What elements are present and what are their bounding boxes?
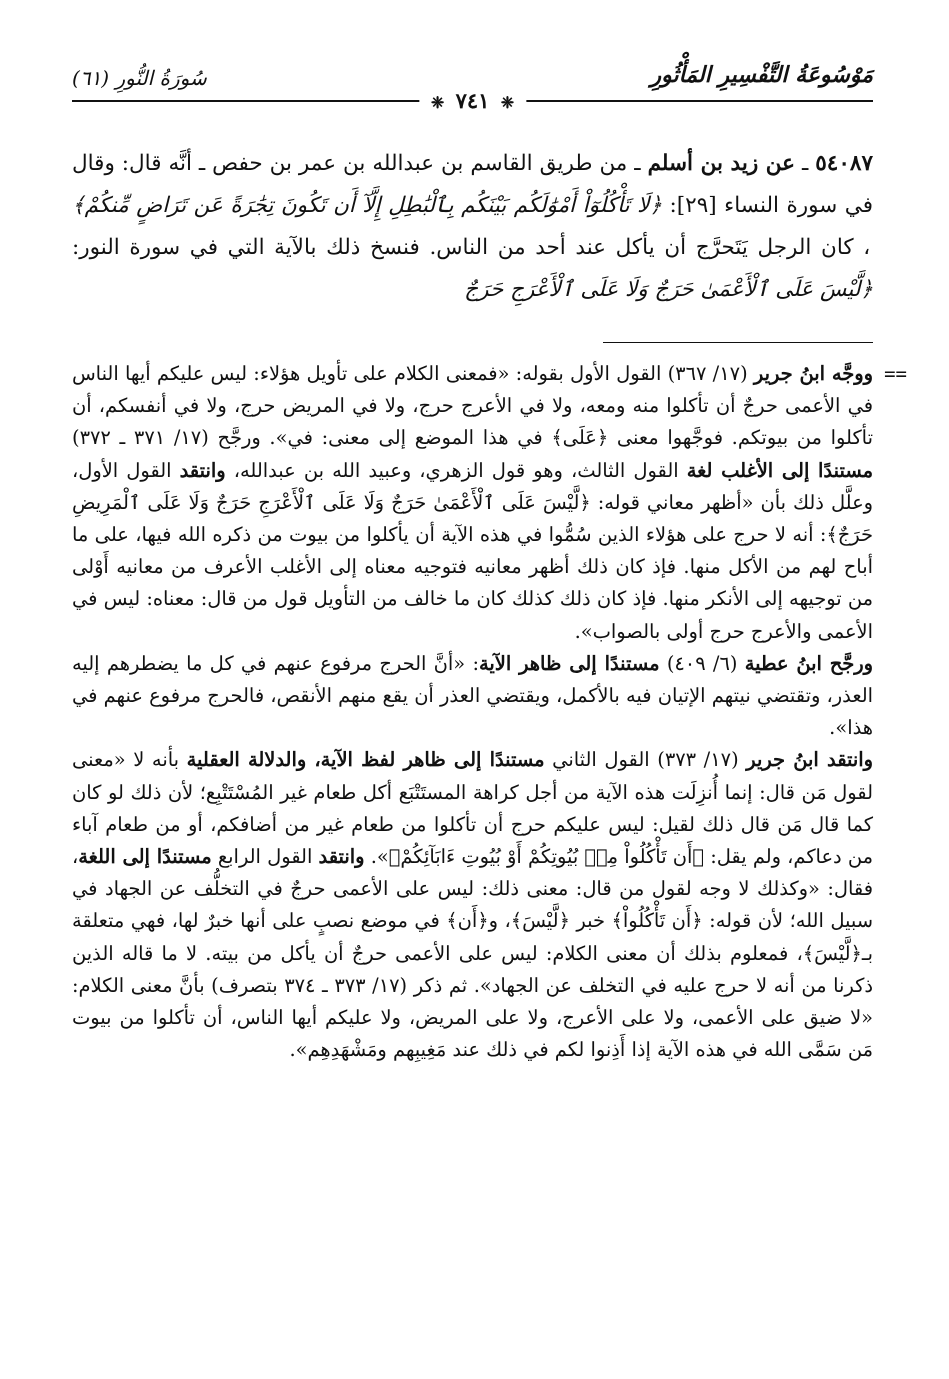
fn2-text-2: : «أنَّ الحرج مرفوع عنهم في كل ما يضطرهم إليه العذر، وتقتضي نيتهم الإتيان فيه بالأكمل، ويقتضي العذر أن يقع منهم الأنقص، فالحرج مرفوع عنهم في هذا». [72, 651, 873, 740]
fn2-bold: مستندًا إلى ظاهر الآية [478, 651, 660, 675]
fn3-bold-3: مستندًا إلى اللغة [78, 845, 212, 869]
footnote-separator [603, 342, 873, 343]
quran-quote-1: ﴿لَا تَأْكُلُوٓاْ أَمْوَٰلَكُم بَيْنَكُم بِٱلْبَٰطِلِ إِلَّآ أَن تَكُونَ تِجَٰرَةً عَن تَرَاضٍ مِّنكُمْ﴾ [72, 193, 662, 218]
hadith-text-1: ـ من طريق القاسم بن عبدالله بن عمر بن حفص ـ أنَّه قال: وقال في سورة النساء [٢٩]: [72, 151, 873, 218]
page-number: ٧٤١ [455, 88, 490, 113]
dash: ـ [795, 151, 809, 176]
narrator: عن زيد بن أسلم [647, 151, 796, 176]
ornament-left-icon: ❈ [430, 93, 445, 112]
footnote-paragraph-3 [72, 744, 873, 1066]
page-header [72, 60, 873, 113]
fn1-bold-1: مستندًا إلى الأغلب لغة [686, 458, 874, 482]
fn1-text-2: القول الثالث، وهو قول الزهري، وعبيد الله بن عبدالله، [225, 458, 687, 482]
fn3-text-2: بأنه لا «معنى لقول مَن قال: إنما أُنزِلَت هذه الآية من أجل كراهة المستَتْبَع أكل طعام غير المُسْتَتْبِع؛ لأن ذلك لو كان كما قال مَن قال ذلك لقيل: ليس عليكم حرج أن تأكلوا من طعام غير من أضافكم، أو من طعام آباء من دعاكم، ولم يقل: ﴿أَن تَأْكُلُواْ مِنۢ بُيُوتِكُمْ أَوْ بُيُوتِ ءَابَآئِكُمْ﴾». [72, 748, 873, 869]
footnotes [72, 358, 907, 1066]
fn3-label: وانتقد ابنُ جرير [746, 748, 873, 772]
ornament-right-icon: ❈ [500, 93, 515, 112]
hadith-text-2: ، كان الرجل يَتَحرَّج أن يأكل عند أحد من الناس. فنسخ ذلك بالآية التي في سورة النور: [72, 235, 871, 260]
footnote-paragraph-1 [72, 358, 873, 648]
hadith-number: ٥٤٠٨٧ [815, 151, 873, 176]
continuation-mark: == [884, 363, 907, 385]
hadith-paragraph [72, 143, 873, 311]
fn1-label: ووجَّه ابنُ جرير [753, 362, 874, 385]
fn3-text-4: ، فقال: «وكذلك لا وجه لقول من قال: معنى ذلك: ليس على الأعمى حرجٌ في التخلُّف عن الجهاد في سبيل الله؛ لأن قوله: ﴿أَن تَأْكُلُواْ﴾ خبر ﴿لَّيْسَ﴾، و﴿أَن﴾ في موضع نصبٍ على أنها خبرٌ لها، فهي متعلقة بـ﴿لَّيْسَ﴾، فمعلوم بذلك أن معنى الكلام: ليس على الأعمى حرجٌ أن يأكل من بيته. لا ما قاله الذين ذكرنا من أنه لا حرج عليه في التخلف عن الجهاد». ثم ذكر (١٧/ ٣٧٣ ـ ٣٧٤ بتصرف) بأنَّ معنى الكلام: «لا ضيق على الأعمى، ولا على الأعرج، ولا على المريض، ولا عليكم أيها الناس، أن تأكلوا من بيوت مَن سَمَّى الله في هذه الآية إذا أَذِنوا لكم في ذلك عند مَغِيبِهم ومَشْهَدِهِم». [72, 845, 873, 1062]
fn1-text: (١٧/ ٣٦٧) القول الأول بقوله: «فمعنى الكلام على تأويل هؤلاء: ليس عليكم أيها الناس في الأعمى حرجٌ أن تأكلوا منه ومعه، ولا في الأعرج حرج، ولا في المريض حرج، ولا في أنفسكم، أن تأكلوا من بيوتكم. فوجَّهوا معنى ﴿عَلَى﴾ في هذا الموضع إلى معنى: في». ورجَّح (١٧/ ٣٧١ ـ ٣٧٢) [72, 362, 873, 450]
fn3-text: (١٧/ ٣٧٣) القول الثاني [544, 748, 747, 772]
quran-quote-2: ﴿لَّيْسَ عَلَى ٱلْأَعْمَىٰ حَرَجٌ وَلَا عَلَى ٱلْأَعْرَجِ حَرَجٌ [464, 277, 873, 302]
page-number-box [419, 88, 526, 113]
fn2-label: ورجَّح ابنُ عطية [744, 651, 873, 675]
fn2-text: (٦/ ٤٠٩) [659, 651, 745, 675]
main-text [72, 143, 873, 311]
fn3-text-3: القول الرابع [211, 845, 319, 869]
book-title: مَوْسُوعَةُ التَّفْسِيرِ المَأْثُورِ [650, 62, 873, 88]
fn1-bold-2: وانتقد [179, 458, 226, 482]
fn3-bold: مستندًا إلى ظاهر لفظ الآية، والدلالة العقلية [186, 748, 545, 772]
fn3-bold-2: وانتقد [318, 845, 365, 869]
footnote-paragraph-2 [72, 648, 873, 745]
sura-label: سُورَةُ النُّورِ (٦١) [72, 66, 207, 90]
fn1-text-3: القول الأول، وعلَّل ذلك بأن «أظهر معاني قوله: ﴿لَّيْسَ عَلَى ٱلْأَعْمَىٰ حَرَجٌ وَلَا عَلَى ٱلْأَعْرَجِ حَرَجٌ وَلَا عَلَى ٱلْمَرِيضِ حَرَجٌ﴾: أنه لا حرج على هؤلاء الذين سُمُّوا في هذه الآية أن يأكلوا من بيوت من ذكره الله فيها، على ما أباح لهم من الأكل منها. فإذ كان ذلك أظهر معانيه فتوجيه معناه إلى الأغلب الأعرف من معانيه أَوْلى من توجيهه إلى الأنكر منها. فإذ كان ذلك كذلك كان ما خالف من التأويل قول من قال: معناه: ليس في الأعمى والأعرج حرج أولى بالصواب». [72, 458, 873, 643]
